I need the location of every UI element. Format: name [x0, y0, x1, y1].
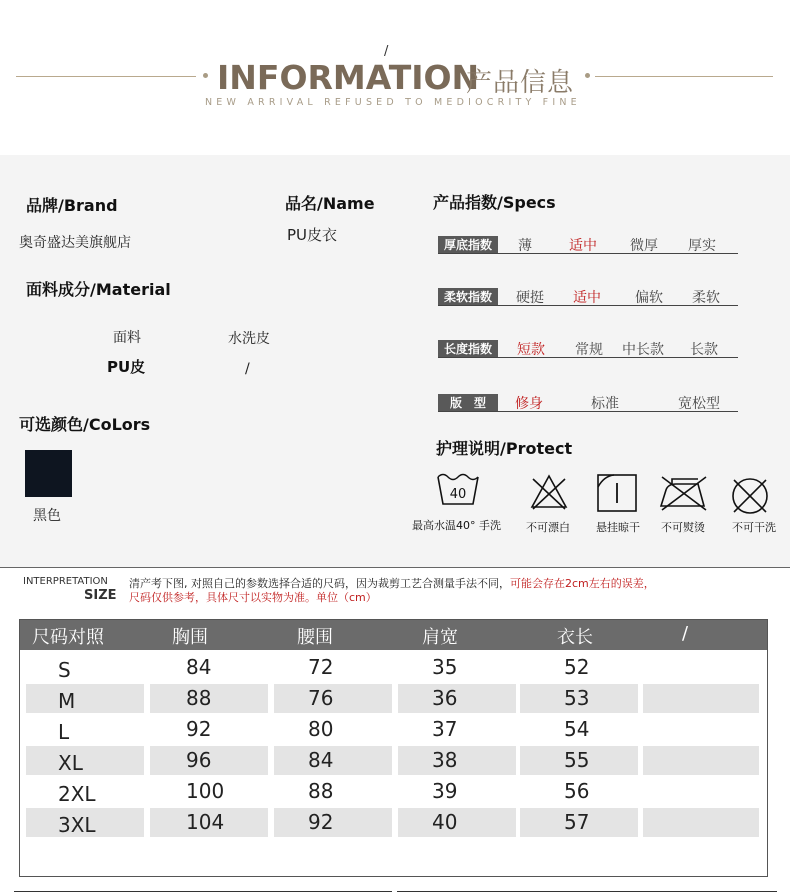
no-dry-clean-icon [729, 475, 771, 517]
interpretation-label: INTERPRETATION [23, 576, 108, 587]
material-col2-value: / [245, 361, 250, 377]
header-dot-left [203, 73, 208, 78]
spec-option: 柔软 [692, 290, 720, 306]
spec-option: 长款 [690, 342, 718, 358]
table-cell: 40 [432, 810, 458, 834]
size-table [19, 619, 768, 877]
header-rule-right [595, 76, 773, 77]
header-title: INFORMATION [217, 58, 480, 97]
table-row-shade [643, 808, 759, 837]
table-cell: 57 [564, 810, 590, 834]
product-info-panel [0, 155, 790, 567]
table-row-size: S [58, 658, 71, 682]
material-heading: 面料成分/Material [26, 280, 171, 299]
table-cell: 92 [186, 717, 212, 741]
spec-option: 常规 [575, 342, 603, 358]
interpretation-line1-red: 可能会存在2cm左右的误差， [510, 577, 655, 590]
table-row-size: XL [58, 751, 83, 775]
table-row-size: 3XL [58, 813, 96, 837]
spec-option: 适中 [569, 238, 597, 254]
table-cell: 104 [186, 810, 225, 834]
color-swatch-black [25, 450, 72, 497]
specs-heading: 产品指数/Specs [433, 193, 556, 212]
header-rule-left [16, 76, 196, 77]
care-caption-wash: 最高水温40° 手洗 [412, 519, 501, 532]
spec-option: 偏软 [635, 290, 663, 306]
table-row-shade [26, 684, 144, 713]
spec-option: 微厚 [630, 238, 658, 254]
spec-option: 薄 [518, 238, 532, 254]
table-cell: 56 [564, 779, 590, 803]
header-dot-right [585, 73, 590, 78]
size-table-header-cell: / [682, 623, 689, 644]
table-cell: 53 [564, 686, 590, 710]
table-row-size: L [58, 720, 70, 744]
spec-label: 长度指数 [438, 340, 498, 358]
table-row-shade [643, 746, 759, 775]
spec-option: 适中 [573, 290, 601, 306]
color-name: 黑色 [33, 508, 61, 524]
table-row-shade [643, 684, 759, 713]
table-cell: 96 [186, 748, 212, 772]
spec-option: 中长款 [622, 342, 664, 358]
interpretation-note [0, 567, 790, 617]
table-cell: 92 [308, 810, 334, 834]
care-caption-dryclean: 不可干洗 [732, 521, 776, 534]
hang-dry-icon [596, 473, 638, 513]
interpretation-divider [0, 567, 790, 568]
header-slash: / [384, 44, 389, 59]
spec-option: 短款 [517, 342, 545, 358]
table-cell: 76 [308, 686, 334, 710]
size-table-header [20, 620, 767, 650]
table-cell: 84 [186, 655, 212, 679]
care-heading: 护理说明/Protect [436, 439, 573, 458]
header-subtitle: NEW ARRIVAL REFUSED TO MEDIOCRITY FINE [205, 97, 581, 108]
size-label: SIZE [84, 588, 117, 603]
table-cell: 100 [186, 779, 225, 803]
material-col2-label: 水洗皮 [228, 331, 270, 347]
care-caption-hang: 悬挂晾干 [596, 521, 640, 534]
spec-label: 厚底指数 [438, 236, 498, 254]
size-table-header-cell: 衣长 [557, 627, 593, 648]
wash-temp-label: 40 [449, 487, 467, 502]
name-heading: 品名/Name [285, 194, 375, 213]
care-caption-bleach: 不可漂白 [526, 521, 570, 534]
no-iron-icon [658, 473, 710, 513]
table-cell: 55 [564, 748, 590, 772]
table-cell: 54 [564, 717, 590, 741]
size-table-header-cell: 腰围 [297, 627, 333, 648]
material-col1-label: 面料 [113, 330, 141, 346]
spec-label: 版 型 [438, 394, 498, 412]
brand-heading: 品牌/Brand [26, 196, 118, 215]
colors-heading: 可选颜色/CoLors [19, 415, 151, 434]
table-cell: 36 [432, 686, 458, 710]
spec-label: 柔软指数 [438, 288, 498, 306]
interpretation-line2: 尺码仅供参考，具体尺寸以实物为准。单位（cm） [129, 591, 377, 604]
table-row-size: 2XL [58, 782, 96, 806]
spec-option: 修身 [515, 396, 543, 412]
material-col1-value: PU皮 [107, 358, 146, 376]
bottom-rule-left [14, 891, 392, 892]
header-title-cn: 产品信息 [466, 68, 575, 98]
table-cell: 88 [186, 686, 212, 710]
table-cell: 80 [308, 717, 334, 741]
spec-option: 标准 [591, 396, 619, 412]
spec-option: 宽松型 [678, 396, 720, 412]
table-cell: 39 [432, 779, 458, 803]
table-cell: 37 [432, 717, 458, 741]
table-row-shade [26, 746, 144, 775]
spec-option: 硬挺 [516, 290, 544, 306]
table-cell: 38 [432, 748, 458, 772]
size-table-header-cell: 肩宽 [422, 627, 458, 648]
table-cell: 35 [432, 655, 458, 679]
table-cell: 88 [308, 779, 334, 803]
info-header [0, 0, 790, 155]
care-caption-iron: 不可熨烫 [661, 521, 705, 534]
size-table-header-cell: 胸围 [172, 627, 208, 648]
bottom-rule-right [397, 891, 777, 892]
table-cell: 72 [308, 655, 334, 679]
table-cell: 52 [564, 655, 590, 679]
interpretation-line1-black: 清产考下图, 对照自己的参数选择合适的尺码，因为裁剪工艺合测量手法不同， [129, 577, 510, 590]
brand-value: 奥奇盛达美旗舰店 [19, 235, 131, 251]
no-bleach-icon [529, 473, 569, 511]
table-row-size: M [58, 689, 76, 713]
table-cell: 84 [308, 748, 334, 772]
name-value: PU皮衣 [287, 226, 338, 244]
spec-option: 厚实 [688, 238, 716, 254]
wash-40-icon [436, 471, 480, 507]
size-table-header-cell: 尺码对照 [32, 627, 104, 648]
